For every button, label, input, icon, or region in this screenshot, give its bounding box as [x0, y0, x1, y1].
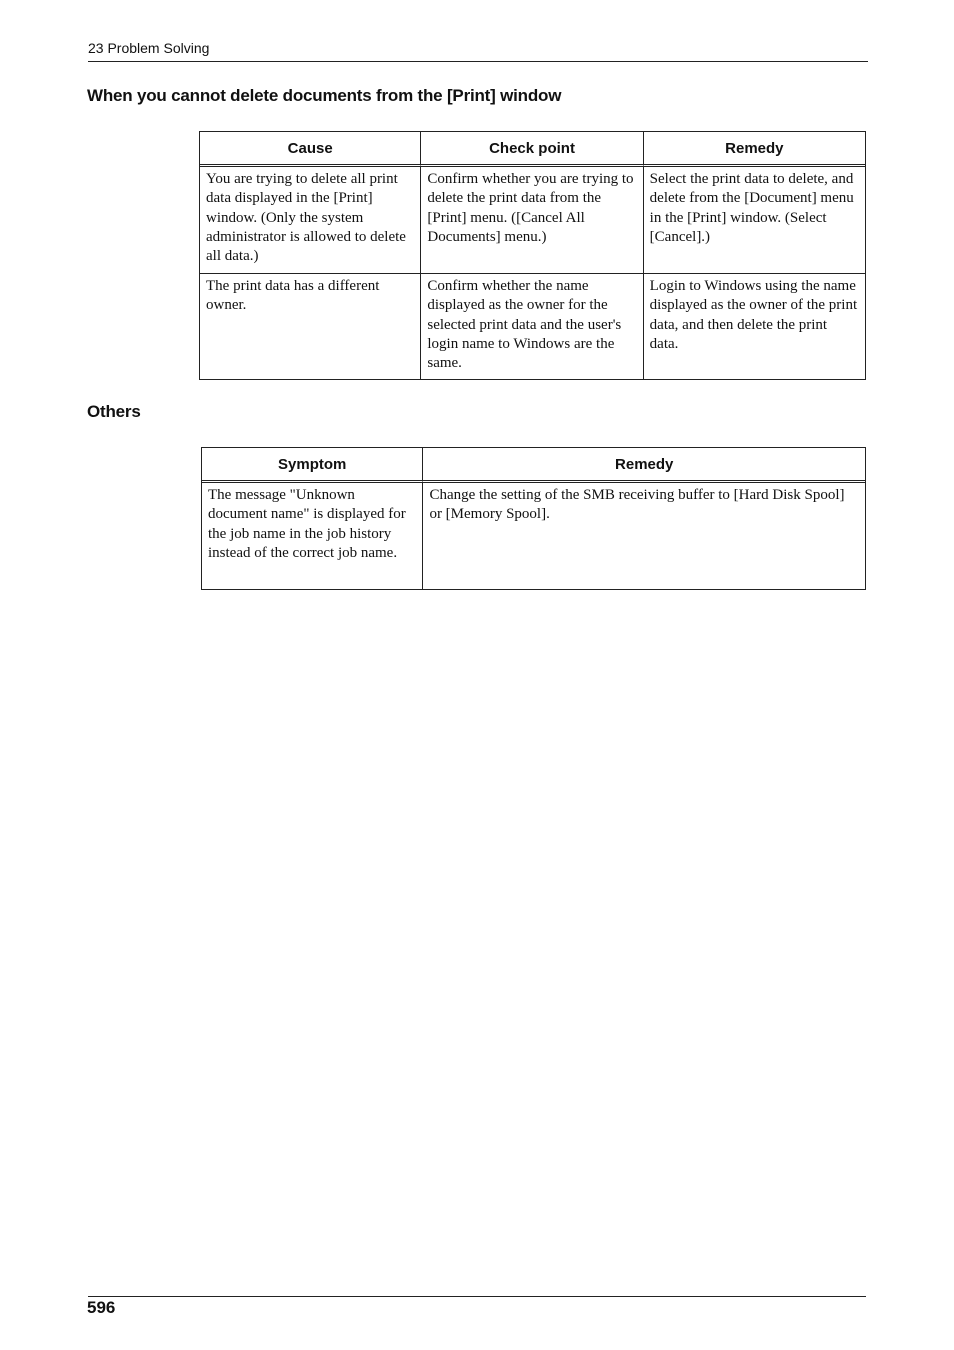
check-point-cell: Confirm whether the name displayed as the owner for the selected print data and the user's login name to Windows are the same. — [421, 273, 643, 379]
section-title-print-window: When you cannot delete documents from the [Print] window — [87, 86, 562, 105]
others-table — [201, 447, 866, 590]
check-point-cell: Confirm whether you are trying to delete the print data from the [Print] menu. ([Cancel All Documents] menu.) — [421, 167, 643, 273]
cause-cell: You are trying to delete all print data displayed in the [Print] window. (Only the system administrator is allowed to delete all data.) — [200, 167, 421, 273]
running-header: 23 Problem Solving — [88, 40, 210, 56]
symptom-cell: The message "Unknown document name" is displayed for the job name in the job history instead of the correct job name. — [202, 483, 423, 589]
table-row — [202, 483, 865, 589]
remedy-cell: Login to Windows using the name displayed as the owner of the print data, and then delete the print data. — [644, 273, 865, 379]
column-header-symptom: Symptom — [202, 448, 423, 483]
print-window-table — [199, 131, 866, 380]
table-row — [200, 273, 865, 379]
column-header-check-point: Check point — [421, 132, 643, 167]
table-header-row — [200, 132, 865, 167]
column-header-remedy: Remedy — [644, 132, 865, 167]
section-title-others: Others — [87, 402, 141, 421]
column-header-cause: Cause — [200, 132, 421, 167]
cause-cell: The print data has a different owner. — [200, 273, 421, 379]
footer-rule — [88, 1296, 866, 1297]
column-header-remedy: Remedy — [423, 448, 865, 483]
table-row — [200, 167, 865, 273]
remedy-cell: Select the print data to delete, and delete from the [Document] menu in the [Print] window. (Select [Cancel].) — [649, 171, 854, 245]
header-rule — [88, 61, 868, 62]
page-number: 596 — [87, 1298, 116, 1317]
table-header-row — [202, 448, 865, 483]
remedy-cell: Change the setting of the SMB receiving buffer to [Hard Disk Spool] or [Memory Spool]. — [429, 487, 845, 523]
